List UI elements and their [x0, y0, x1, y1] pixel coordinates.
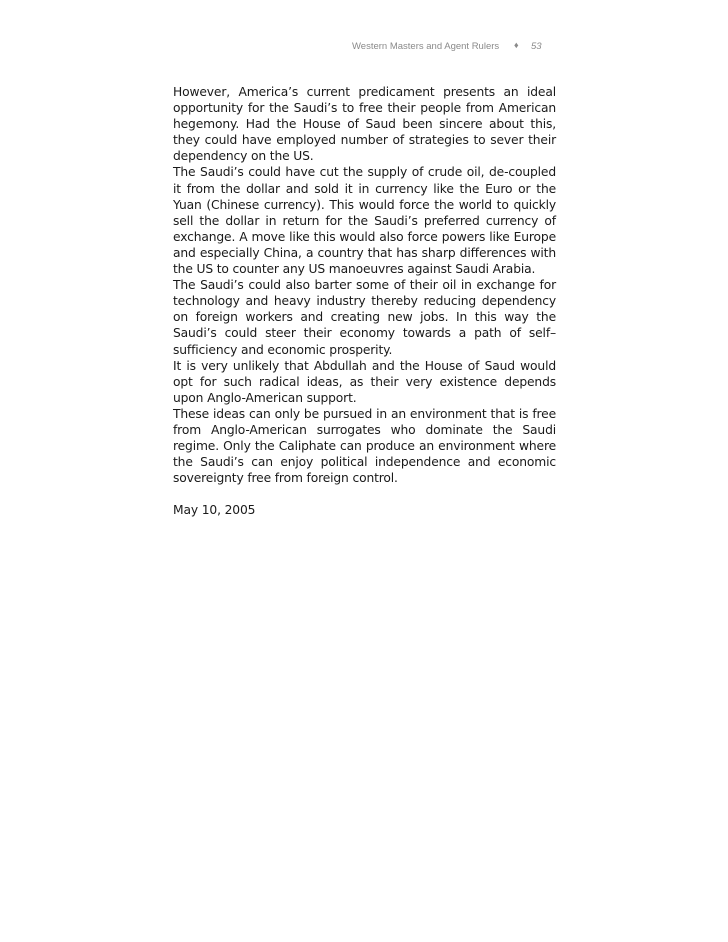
article-date: May 10, 2005 [173, 503, 256, 518]
running-title: Western Masters and Agent Rulers [352, 41, 500, 52]
paragraph-3: The Saudi’s could also barter some of their oil in exchange for technology and heavy industry thereby reducing dependency on foreign workers and creating new jobs. In this way the Saudi’s could steer their economy towards a path of self–sufficiency and economic prosperity. [173, 278, 556, 357]
page-header [338, 41, 558, 55]
paragraph-4: It is very unlikely that Abdullah and the House of Saud would opt for such radical ideas, as their very existence depends upon Anglo-American support. [173, 358, 556, 405]
diamond-separator-icon: ♦ [514, 40, 519, 50]
paragraph-2: The Saudi’s could have cut the supply of crude oil, de-coupled it from the dollar and sold it in currency like the Euro or the Yuan (Chinese currency). This would force the world to quickly sell the dollar in return for the Saudi’s preferred currency of exchange. A move like this would also force powers like Europe and especially China, a country that has sharp differences with the US to counter any US manoeuvres against Saudi Arabia. [173, 165, 556, 277]
body-text [173, 84, 556, 518]
paragraph-1: However, America’s current predicament presents an ideal opportunity for the Saudi’s to free their people from American hegemony. Had the House of Saud been sincere about this, they could have employed number of strategies to sever their dependency on the US. [173, 85, 556, 164]
paragraph-5: These ideas can only be pursued in an environment that is free from Anglo-American surrogates who dominate the Saudi regime. Only the Caliphate can produce an environment where the Saudi’s can enjoy political independence and economic sovereignty free from foreign control. [173, 406, 556, 486]
page-number: 53 [531, 41, 542, 52]
